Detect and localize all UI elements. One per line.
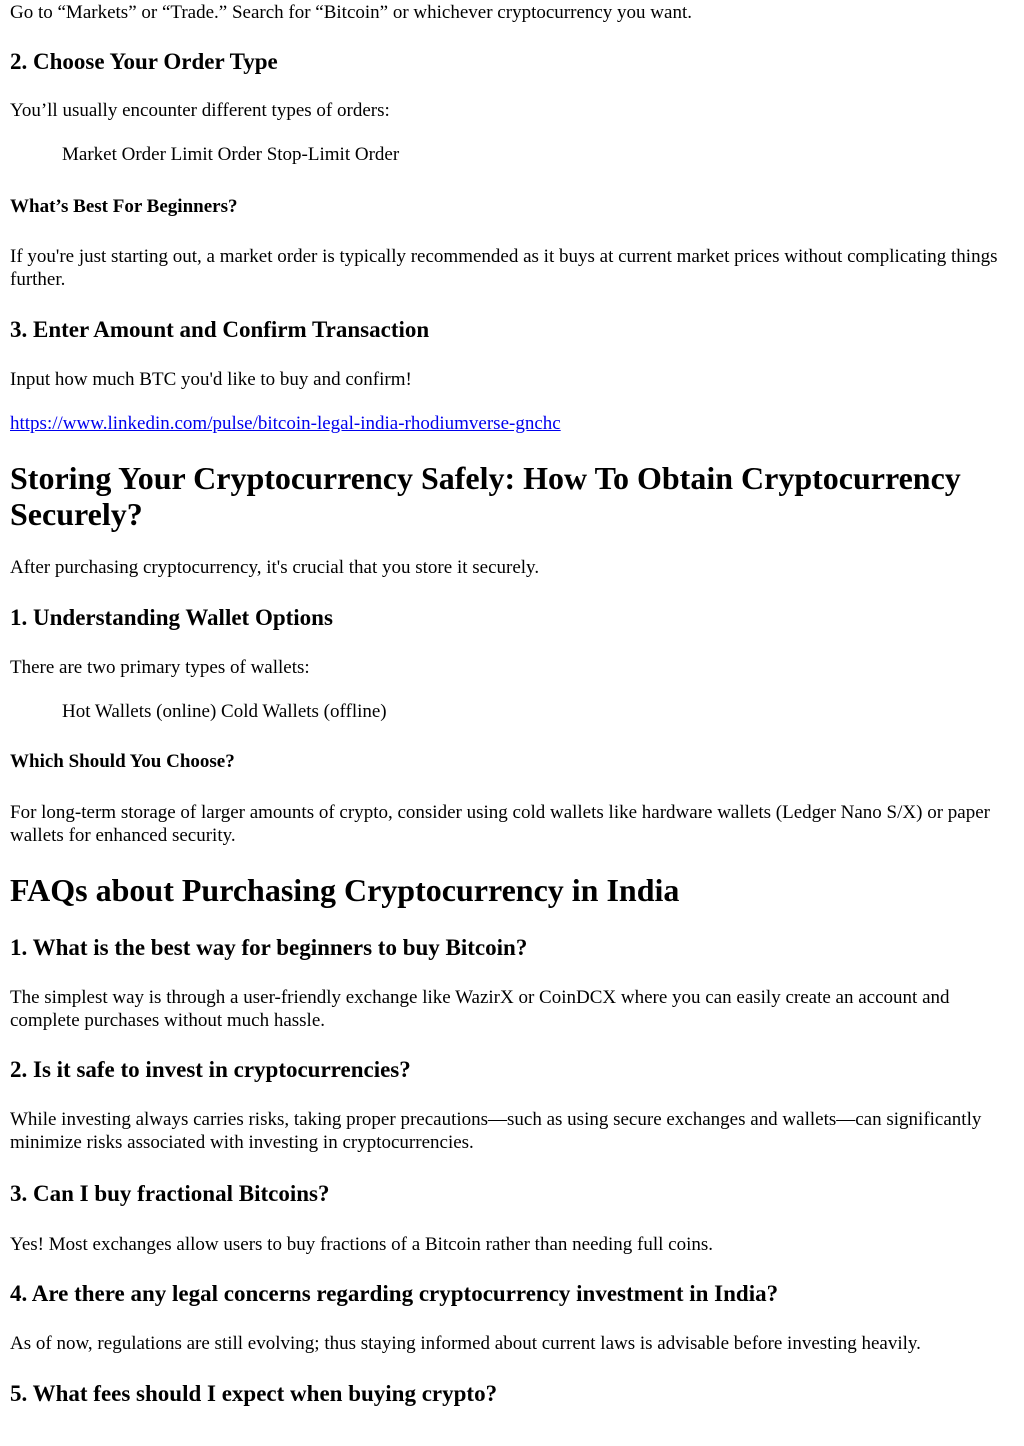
faq-question: 3. Can I buy fractional Bitcoins?	[10, 1181, 330, 1206]
faq-answer: Yes! Most exchanges allow users to buy fractions of a Bitcoin rather than needing full coins.	[10, 1234, 714, 1255]
faqs-heading: FAQs about Purchasing Cryptocurrency in India	[10, 872, 680, 908]
wallet-types-intro: There are two primary types of wallets:	[10, 657, 310, 678]
faq-question: 4. Are there any legal concerns regarding cryptocurrency investment in India?	[10, 1281, 779, 1306]
storing-heading: Storing Your Cryptocurrency Safely: How To Obtain Cryptocurrency Securely?	[10, 460, 961, 532]
which-choose-heading: Which Should You Choose?	[10, 751, 235, 772]
linkedin-link[interactable]: https://www.linkedin.com/pulse/bitcoin-legal-india-rhodiumverse-gnchc	[10, 413, 561, 434]
faq-question: 2. Is it safe to invest in cryptocurrencies?	[10, 1057, 411, 1082]
confirm-text: Input how much BTC you'd like to buy and confirm!	[10, 369, 412, 390]
wallet-options-heading: 1. Understanding Wallet Options	[10, 605, 333, 630]
order-types-intro: You’ll usually encounter different types of orders:	[10, 100, 390, 121]
best-for-beginners-heading: What’s Best For Beginners?	[10, 196, 238, 217]
order-type-heading: 2. Choose Your Order Type	[10, 49, 278, 74]
faq-answer: The simplest way is through a user-friendly exchange like WazirX or CoinDCX where you can easily create an account and complete purchases without much hassle.	[10, 987, 950, 1031]
order-types-list: Market Order Limit Order Stop-Limit Order	[62, 144, 400, 165]
best-for-beginners-text: If you're just starting out, a market order is typically recommended as it buys at current market prices without complicating things further.	[10, 246, 998, 290]
wallet-types-list: Hot Wallets (online) Cold Wallets (offline)	[62, 701, 387, 722]
intro-paragraph: Go to “Markets” or “Trade.” Search for “Bitcoin” or whichever cryptocurrency you want.	[10, 2, 692, 23]
which-choose-text: For long-term storage of larger amounts of crypto, consider using cold wallets like hardware wallets (Ledger Nano S/X) or paper wallets for enhanced security.	[10, 802, 990, 846]
confirm-heading: 3. Enter Amount and Confirm Transaction	[10, 317, 430, 342]
storing-intro: After purchasing cryptocurrency, it's crucial that you store it securely.	[10, 557, 540, 578]
faq-answer: As of now, regulations are still evolving; thus staying informed about current laws is advisable before investing heavily.	[10, 1333, 921, 1354]
faq-question: 5. What fees should I expect when buying crypto?	[10, 1381, 498, 1406]
faq-question: 1. What is the best way for beginners to buy Bitcoin?	[10, 935, 528, 960]
faq-answer: While investing always carries risks, taking proper precautions—such as using secure exchanges and wallets—can significantly minimize risks associated with investing in cryptocurrencies.	[10, 1109, 982, 1153]
